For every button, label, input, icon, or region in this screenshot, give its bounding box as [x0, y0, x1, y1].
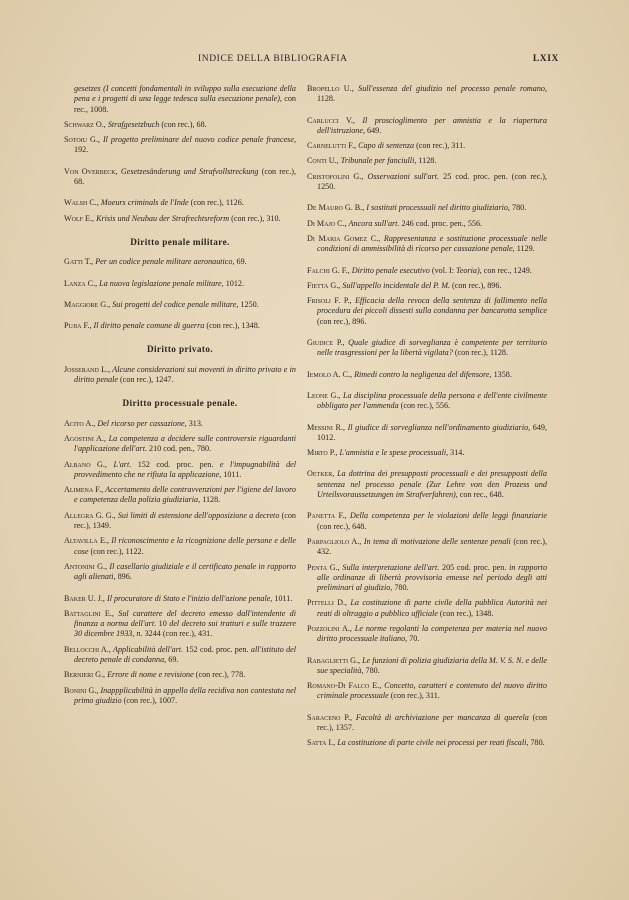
bibliography-entry: [64, 686, 296, 707]
entry-author: Lanza C.,: [64, 278, 98, 288]
entry-author: De Mauro G. B.,: [307, 203, 365, 213]
entry-title: Diritto penale esecutivo: [349, 265, 430, 275]
bibliography-entry: [64, 536, 296, 557]
bibliography-entry: [307, 172, 547, 193]
entry-reference: (con rec.), 68.: [74, 166, 296, 187]
entry-title: Facoltà di archiviazione per mancanza di querela: [352, 712, 529, 722]
entry-title: Gesetzesänderung und Strafvollstreckung: [117, 166, 259, 176]
bibliography-entry: [64, 562, 296, 583]
entry-author: Falchi G. F.,: [307, 265, 350, 275]
entry-author: Satta I.,: [307, 738, 336, 748]
entry-title: La costituzione di parte civile della pubblica Autorità nei reati di oltraggio a pubblico ufficiale: [317, 598, 547, 618]
bibliography-entry: [64, 84, 296, 115]
entry-reference: (con rec.), 778.: [193, 670, 246, 680]
entry-title: Teoria),: [456, 265, 482, 275]
entry-title: Quale giudice di sorveglianza è competente per territorio nelle trasgressioni per la libertà vigilata?: [317, 338, 547, 358]
entry-reference: (con rec.), 432.: [317, 536, 547, 557]
entry-title: Concetto, caratteri e contenuto del nuovo diritto criminale processuale: [317, 681, 547, 701]
entry-reference: (con rec.), 556.: [398, 401, 451, 411]
entry-reference: (con rec.), 1357.: [317, 712, 548, 733]
entry-reference: 313.: [186, 418, 203, 428]
bibliography-entry: [307, 563, 547, 594]
entry-author: Leone G.,: [307, 390, 341, 400]
entry-reference: (con rec.), 1348.: [204, 321, 260, 331]
entry-title: L'amnistia e le spese processuali,: [337, 448, 449, 458]
entry-title: Sull'essenza del giudizio nel processo penale romano,: [353, 84, 547, 93]
entry-reference: 896.: [115, 572, 132, 582]
entry-author: Acito A.,: [64, 418, 96, 428]
entry-title: Il proscioglimento per amnistia e la riapertura dell'istruzione,: [317, 115, 547, 135]
bibliography-entry: [64, 419, 296, 429]
entry-author: Saraceno P.,: [307, 712, 353, 722]
bibliography-entry: [64, 609, 296, 640]
entry-reference: 1128.: [416, 156, 437, 166]
bibliography-entry: [307, 537, 547, 558]
entry-title: in rapporto alle ordinanze di libertà provvisoria emesse nel periodo degli atti preliminari al giudizio,: [317, 562, 548, 593]
entry-author: Giudice P.,: [307, 338, 345, 348]
entry-title: In tema di motivazione delle sentenze penali: [361, 536, 511, 546]
entry-title: Applicabilità dell'art.: [110, 644, 184, 654]
entry-reference: (con rec.), 311.: [388, 691, 440, 701]
entry-title: Le funzioni di polizia giudiziaria della M. V. S. N. e delle sue specialità,: [317, 655, 547, 675]
entry-title: Krisis und Neubau der Strafrechtsreform: [94, 213, 230, 223]
entry-title: Il riconoscimento e la ricognizione delle persone e delle cose: [74, 536, 297, 556]
bibliography-entry: [64, 198, 296, 208]
entry-reference: 780.: [363, 665, 380, 675]
bibliography-entry: [307, 423, 547, 444]
entry-reference: 1250.: [238, 299, 259, 309]
entry-title: all'istituto del decreto penale di condanna,: [74, 644, 296, 664]
entry-reference: 1358.: [491, 369, 512, 379]
entry-title: Il progetto preliminare del nuovo codice penale francese,: [99, 135, 296, 145]
entry-title: Sui progetti del codice penale militare,: [110, 299, 239, 309]
bibliography-entry: [307, 219, 547, 229]
bibliography-entry: [307, 738, 547, 748]
entry-author: Antonini G.,: [64, 561, 108, 571]
bibliography-entry: [307, 281, 547, 291]
entry-author: Frisoli F. P.,: [307, 296, 352, 306]
entry-reference: (con rec.), 1247.: [118, 375, 174, 385]
entry-title: La nuova legislazione penale militare,: [97, 278, 224, 288]
entry-title: Il casellario giudiziale e il certificato penale in rapporto agli alienati,: [74, 561, 296, 582]
entry-title: Accertamento delle contravvenzioni per l'igiene del lavoro e competenza della polizia giudiziaria,: [74, 485, 296, 505]
bibliography-entry: [64, 594, 296, 604]
entry-reference: 25 cod. proc. pen. (con rec.), 1250.: [317, 171, 548, 192]
entry-reference: 3244 (con rec.), 431.: [142, 629, 213, 639]
bibliography-entry: [64, 257, 296, 267]
entry-author: Maggiore G.,: [64, 299, 111, 309]
bibliography-entry: [307, 624, 547, 645]
entry-title: Della competenza per le violazioni delle leggi finanziarie: [346, 511, 547, 521]
entry-author: Panetta F.,: [307, 511, 347, 521]
entry-title: Per un codice penale militare aeronautico,: [93, 257, 235, 267]
bibliography-entry: [64, 670, 296, 680]
entry-title: del decreto sui tratturi e sulle trazzere 30 dicembre 1933, n.: [74, 619, 297, 639]
entry-reference: 10: [156, 619, 170, 629]
entry-author: Josserand L.,: [64, 364, 111, 374]
entry-reference: (con rec.), 1126.: [188, 198, 244, 208]
entry-author: Rabaglietti G.,: [307, 655, 361, 665]
entry-author: Messini R.,: [307, 422, 345, 432]
entry-title: Efficacia della revoca della sentenza di fallimento nella procedura dei piccoli dissesti sulla condanna per bancarotta semplice: [317, 296, 548, 316]
entry-author: Di Majo C.,: [307, 218, 347, 228]
bibliography-entry: [307, 141, 547, 151]
entry-title: Il diritto penale comune di guerra: [91, 321, 205, 331]
entry-author: Altavilla E.,: [64, 536, 110, 546]
entry-title: La costituzione di parte civile nei processi per reati fiscali,: [335, 738, 529, 748]
entry-author: Fietta G.,: [307, 280, 341, 290]
entry-reference: 649, 1012.: [317, 422, 547, 442]
bibliography-entry: [64, 279, 296, 289]
entry-author: Wolf E.,: [64, 213, 95, 223]
entry-title: La disciplina processuale della persona e dell'ente civilmente obbligato per l'ammenda: [317, 390, 548, 411]
entry-reference: (con rec.), 310.: [229, 213, 281, 223]
entry-author: Iemolo A. C.,: [307, 369, 353, 379]
entry-reference: (con rec.), 648.: [317, 521, 367, 531]
entry-reference: (con rec.), 896.: [450, 280, 502, 290]
entry-title: Le norme regolanti la competenza per materia nel nuovo diritto processuale italiano,: [317, 623, 547, 644]
entry-reference: 1011.: [272, 593, 293, 603]
entry-author: Allegra G. G.,: [64, 510, 116, 520]
entry-author: Pozzolini A.,: [307, 623, 352, 633]
entry-title: Tribunale per fanciulli,: [338, 156, 417, 166]
entry-author: Schwarz O.,: [64, 119, 106, 129]
bibliography-entry: [307, 511, 547, 532]
entry-title: Il procuratore di Stato e l'inizio dell'azione penale,: [104, 593, 273, 603]
bibliography-entry: [64, 365, 296, 386]
entry-author: Von Overbeck,: [64, 166, 118, 176]
entry-reference: 1128.: [317, 94, 335, 104]
bibliography-entry: [64, 511, 296, 532]
bibliography-entry: [64, 135, 296, 156]
entry-author: Gatti T.,: [64, 257, 94, 267]
entry-author: Albano G.,: [64, 459, 107, 469]
entry-title: Capo di sentenza: [356, 141, 415, 151]
bibliography-entry: [307, 203, 547, 213]
entry-author: Sotoiu G.,: [64, 135, 100, 145]
entry-author: Pittelli D.,: [307, 598, 348, 608]
entry-author: Carlucci V.,: [307, 115, 355, 125]
entry-title: Errore di nome e revisione: [105, 670, 194, 680]
entry-reference: 70.: [407, 634, 420, 644]
entry-reference: (con rec.), 1007.: [121, 695, 178, 705]
left-column: [64, 84, 296, 711]
entry-reference: (con rec.), 1122.: [88, 546, 144, 556]
entry-reference: 152 cod. proc. pen.: [183, 644, 251, 654]
entry-author: Romano-Di Falco E.,: [307, 681, 382, 691]
entry-title: I sostituti processuali nel diritto giudiziario,: [364, 203, 510, 213]
entry-author: Bernieri G.,: [64, 670, 106, 680]
entry-reference: 152 cod. proc. pen.: [131, 459, 220, 469]
entry-author: Parpagliolo A.,: [307, 536, 362, 546]
entry-title: Rimedi contro la negligenza del difensore,: [352, 369, 492, 379]
entry-author: Cristofolini G.,: [307, 171, 364, 181]
entry-title: Sulla interpretazione dell'art.: [339, 562, 440, 572]
bibliography-entry: [307, 598, 547, 619]
bibliography-entry: [307, 656, 547, 677]
bibliography-entry: [64, 321, 296, 331]
entry-reference: 1128.: [200, 495, 221, 505]
entry-reference: con rec., 1249.: [481, 265, 532, 275]
entry-reference: (vol. I:: [429, 265, 457, 275]
entry-reference: (con rec.), 1128.: [452, 348, 508, 358]
entry-reference: 1011.: [221, 469, 242, 479]
entry-title: Ancora sull'art.: [346, 218, 400, 228]
bibliography-entry: [64, 120, 296, 130]
entry-title: Moeurs criminals de l'Inde: [98, 198, 189, 208]
entry-author: Walsh C.,: [64, 198, 99, 208]
entry-title: Sul carattere del decreto emesso dall'intendente di finanza a norma dell'art.: [74, 608, 296, 629]
entry-reference: 780.: [528, 738, 545, 748]
entry-author: Alimena F.,: [64, 485, 104, 495]
entry-reference: 205 cod. proc. pen.: [439, 562, 510, 572]
entry-author: Penta G.,: [307, 562, 340, 572]
section-heading: Diritto privato.: [146, 344, 214, 355]
entry-title: Rappresentanza e sostituzione processuale nelle condizioni di ammissibilità di ricorso per cassazione penale,: [317, 233, 547, 254]
entry-title: Alcune considerazioni sui moventi in diritto privato e in diritto penale: [74, 364, 296, 385]
bibliography-entry: [307, 116, 547, 137]
entry-title: Sull'appello incidentale del P. M.: [340, 280, 451, 290]
entry-reference: 192.: [74, 145, 89, 155]
bibliography-entry: [64, 434, 296, 455]
entry-title: L'art.: [106, 459, 132, 469]
entry-title: e l'impugnabilità del provvedimento che ne rifiuta la applicazione,: [74, 459, 296, 479]
entry-reference: con rec., 648.: [457, 490, 504, 500]
entry-reference: 1129.: [514, 244, 535, 254]
bibliography-entry: [307, 469, 547, 500]
entry-reference: 69.: [234, 257, 247, 267]
entry-reference: (con rec.), 68.: [159, 119, 207, 129]
page-number: LXIX: [532, 54, 559, 64]
entry-author: Bellocchi A.,: [64, 644, 111, 654]
entry-reference: (con rec.), 311.: [414, 141, 466, 151]
entry-title: Sui limiti di estensione dell'opposizione a decreto: [115, 510, 280, 520]
entry-title: Inappplicabilità in appello della recidiva non contestata nel primo giudizio: [74, 685, 296, 705]
bibliography-entry: [64, 460, 296, 481]
bibliography-entry: [64, 300, 296, 310]
entry-reference: (con rec.), 1348.: [437, 608, 494, 618]
bibliography-entry: [64, 485, 296, 506]
section-heading: Diritto penale militare.: [130, 236, 230, 247]
entry-title: La dottrina dei presupposti processuali e dei presupposti della sentenza nel processo penale (Zur Lehre von den Prozess und Urteilsvoraussetzungen im Strafverfahren),: [317, 469, 547, 500]
entry-title: Del ricorso per cassazione,: [95, 418, 187, 428]
entry-author: Agostini A.,: [64, 433, 106, 443]
bibliography-entry: [307, 448, 547, 458]
entry-reference: 780.: [392, 583, 409, 593]
entry-author: Conti U.,: [307, 156, 339, 166]
entry-reference: 780.: [509, 203, 527, 213]
entry-reference: 246 cod. proc. pen., 556.: [399, 218, 483, 228]
entry-title: Osservazioni sull'art.: [363, 171, 440, 181]
entry-author: Battaglini E.,: [64, 608, 114, 618]
bibliography-entry: [307, 84, 547, 105]
entry-author: Mirto P.,: [307, 448, 338, 458]
entry-reference: 1012.: [223, 278, 244, 288]
bibliography-entry: [64, 167, 296, 188]
entry-author: Carnelutti F.,: [307, 141, 357, 151]
entry-author: Baker U. J.,: [64, 593, 105, 603]
entry-reference: con rec., 1008.: [74, 94, 296, 114]
running-header: [80, 54, 559, 68]
entry-title: Strafgesetzbuch: [105, 119, 160, 129]
entry-reference: 314.: [448, 448, 465, 458]
entry-reference: (con rec.), 1349.: [74, 510, 296, 531]
bibliography-entry: [307, 156, 547, 166]
bibliography-entry: [64, 214, 296, 224]
entry-author: Bropello U.,: [307, 84, 354, 93]
bibliography-entry: [307, 370, 547, 380]
entry-author: Bonini G.,: [64, 685, 99, 695]
entry-author: Di Maria Gomez C.,: [307, 233, 381, 243]
entry-reference: (con rec.), 896.: [317, 316, 367, 326]
page-title: INDICE DELLA BIBLIOGRAFIA: [198, 54, 348, 64]
bibliography-entry: [307, 338, 547, 359]
entry-author: Pujia F.,: [64, 321, 92, 331]
entry-reference: 210 cod. pen., 780.: [146, 444, 212, 454]
right-column: [307, 84, 547, 754]
bibliography-entry: [307, 681, 547, 702]
bibliography-entry: [307, 234, 547, 255]
bibliography-entry: [307, 296, 547, 327]
entry-reference: 649.: [365, 125, 382, 135]
entry-author: Oetker,: [307, 469, 335, 479]
bibliography-entry: [307, 391, 547, 412]
entry-reference: 69.: [166, 654, 179, 664]
entry-title: La competenza a decidere sulle controversie riguardanti l'applicazione dell'art.: [74, 433, 296, 454]
entry-title: gesetzes (I concetti fondamentali in sviluppo sulla esecuzione della pena e i progetti di una legge tedesca sulla esecuzione penale),: [74, 84, 296, 104]
section-heading: Diritto processuale penale.: [122, 398, 238, 409]
entry-title: Il giudice di sorveglianza nell'ordinamento giudiziario,: [344, 422, 531, 432]
bibliography-entry: [307, 266, 547, 276]
bibliography-entry: [64, 645, 296, 666]
bibliography-entry: [307, 713, 547, 734]
